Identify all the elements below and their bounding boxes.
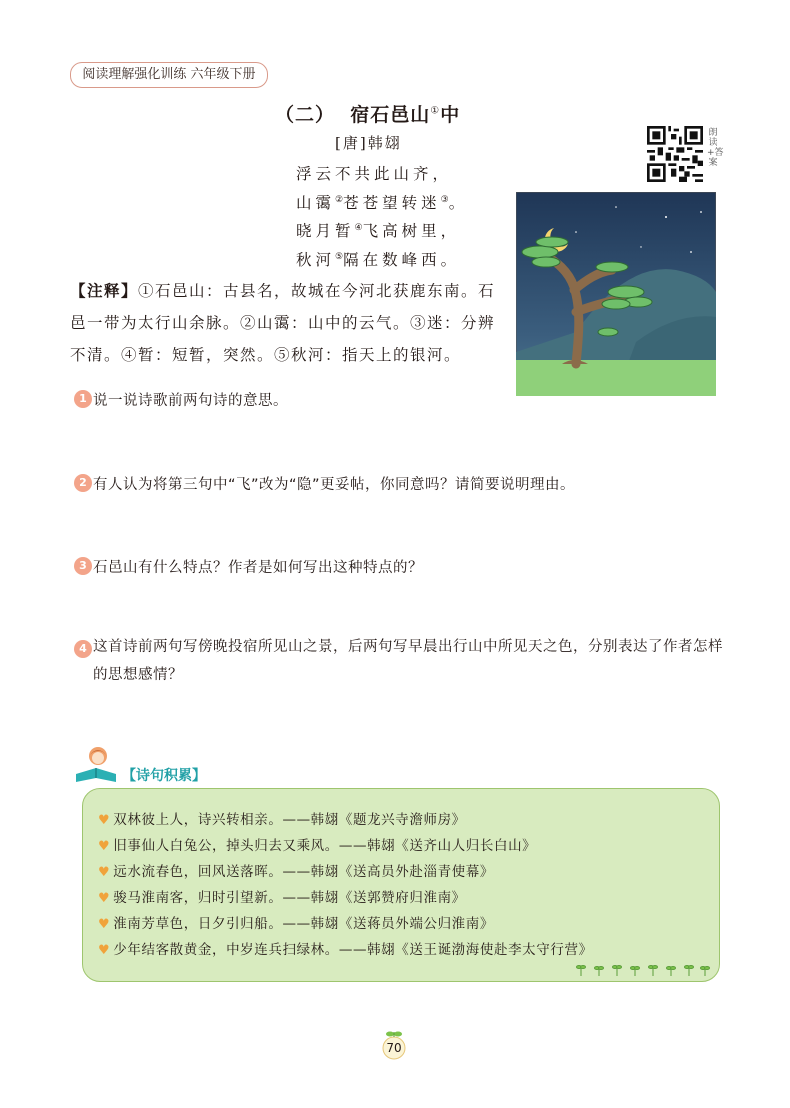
- poem-author: [唐]韩翃: [335, 134, 402, 152]
- poem-line-2: 山霭②苍苍望转迷③。: [296, 194, 469, 212]
- question-2: 有人认为将第三句中“飞”改为“隐”更妥帖，你同意吗？请简要说明理由。: [93, 477, 576, 493]
- question-badge-4: 4: [74, 640, 92, 658]
- poem-line-3: 晓月暂④飞高树里，: [296, 222, 461, 240]
- sprouts-decoration-icon: [575, 962, 710, 976]
- question-4: 这首诗前两句写傍晚投宿所见山之景，后两句写早晨出行山中所见天之色，分别表达了作者怎样的思想感情？: [93, 639, 723, 683]
- poem-title: [275, 100, 460, 127]
- question-badge-2: 2: [74, 474, 92, 492]
- accumulation-line-3: ♥ 远水流春色，回风送落晖。——韩翃《送高员外赴淄青使幕》: [98, 864, 494, 880]
- accumulation-line-1: ♥ 双林彼上人，诗兴转相亲。——韩翃《题龙兴寺澹师房》: [98, 812, 466, 828]
- poem-line-1: 浮云不共此山齐，: [296, 165, 453, 183]
- page-number: 70: [386, 1041, 402, 1055]
- heart-icon: ♥: [98, 839, 111, 854]
- title-note-mark: ①: [430, 105, 441, 117]
- accumulation-title: 【诗句积累】: [122, 768, 206, 784]
- accumulation-line-5: ♥ 淮南芳草色，日夕引归船。——韩翃《送蒋员外端公归淮南》: [98, 916, 494, 932]
- night-mountain-illustration: [516, 192, 716, 396]
- title-name: 宿石邑山: [350, 104, 431, 126]
- question-1: 说一说诗歌前两句诗的意思。: [93, 393, 288, 409]
- poem-line-4: 秋河⑤隔在数峰西。: [296, 251, 461, 269]
- question-3: 石邑山有什么特点？作者是如何写出这种特点的？: [93, 560, 423, 576]
- title-suffix: 中: [440, 104, 461, 126]
- question-badge-3: 3: [74, 557, 92, 575]
- qr-label: 朗读+答案: [707, 128, 724, 168]
- annotation-notes: [70, 275, 510, 371]
- accumulation-line-2: ♥ 旧事仙人白兔公，掉头归去又乘风。——韩翃《送齐山人归长白山》: [98, 838, 537, 854]
- heart-icon: ♥: [98, 943, 111, 958]
- heart-icon: ♥: [98, 917, 111, 932]
- accumulation-line-6: ♥ 少年结客散黄金，中岁连兵扫绿林。——韩翃《送王诞渤海使赴李太守行营》: [98, 942, 593, 958]
- heart-icon: ♥: [98, 891, 111, 906]
- qr-code-icon[interactable]: [647, 126, 703, 182]
- notes-label: 【注释】: [70, 281, 139, 300]
- book-series-tag: 阅读理解强化训练 六年级下册: [70, 62, 268, 88]
- reading-girl-icon: [72, 744, 120, 784]
- title-prefix: （二）: [275, 104, 336, 126]
- heart-icon: ♥: [98, 813, 111, 828]
- notes-text: ①石邑山：古县名，故城在今河北获鹿东南。石邑一带为太行山余脉。②山霭：山中的云气。③迷：分辨不清。④暂：短暂，突然。⑤秋河：指天上的银河。: [70, 282, 496, 364]
- heart-icon: ♥: [98, 865, 111, 880]
- question-badge-1: 1: [74, 390, 92, 408]
- accumulation-line-4: ♥ 骏马淮南客，归时引望新。——韩翃《送郭赞府归淮南》: [98, 890, 466, 906]
